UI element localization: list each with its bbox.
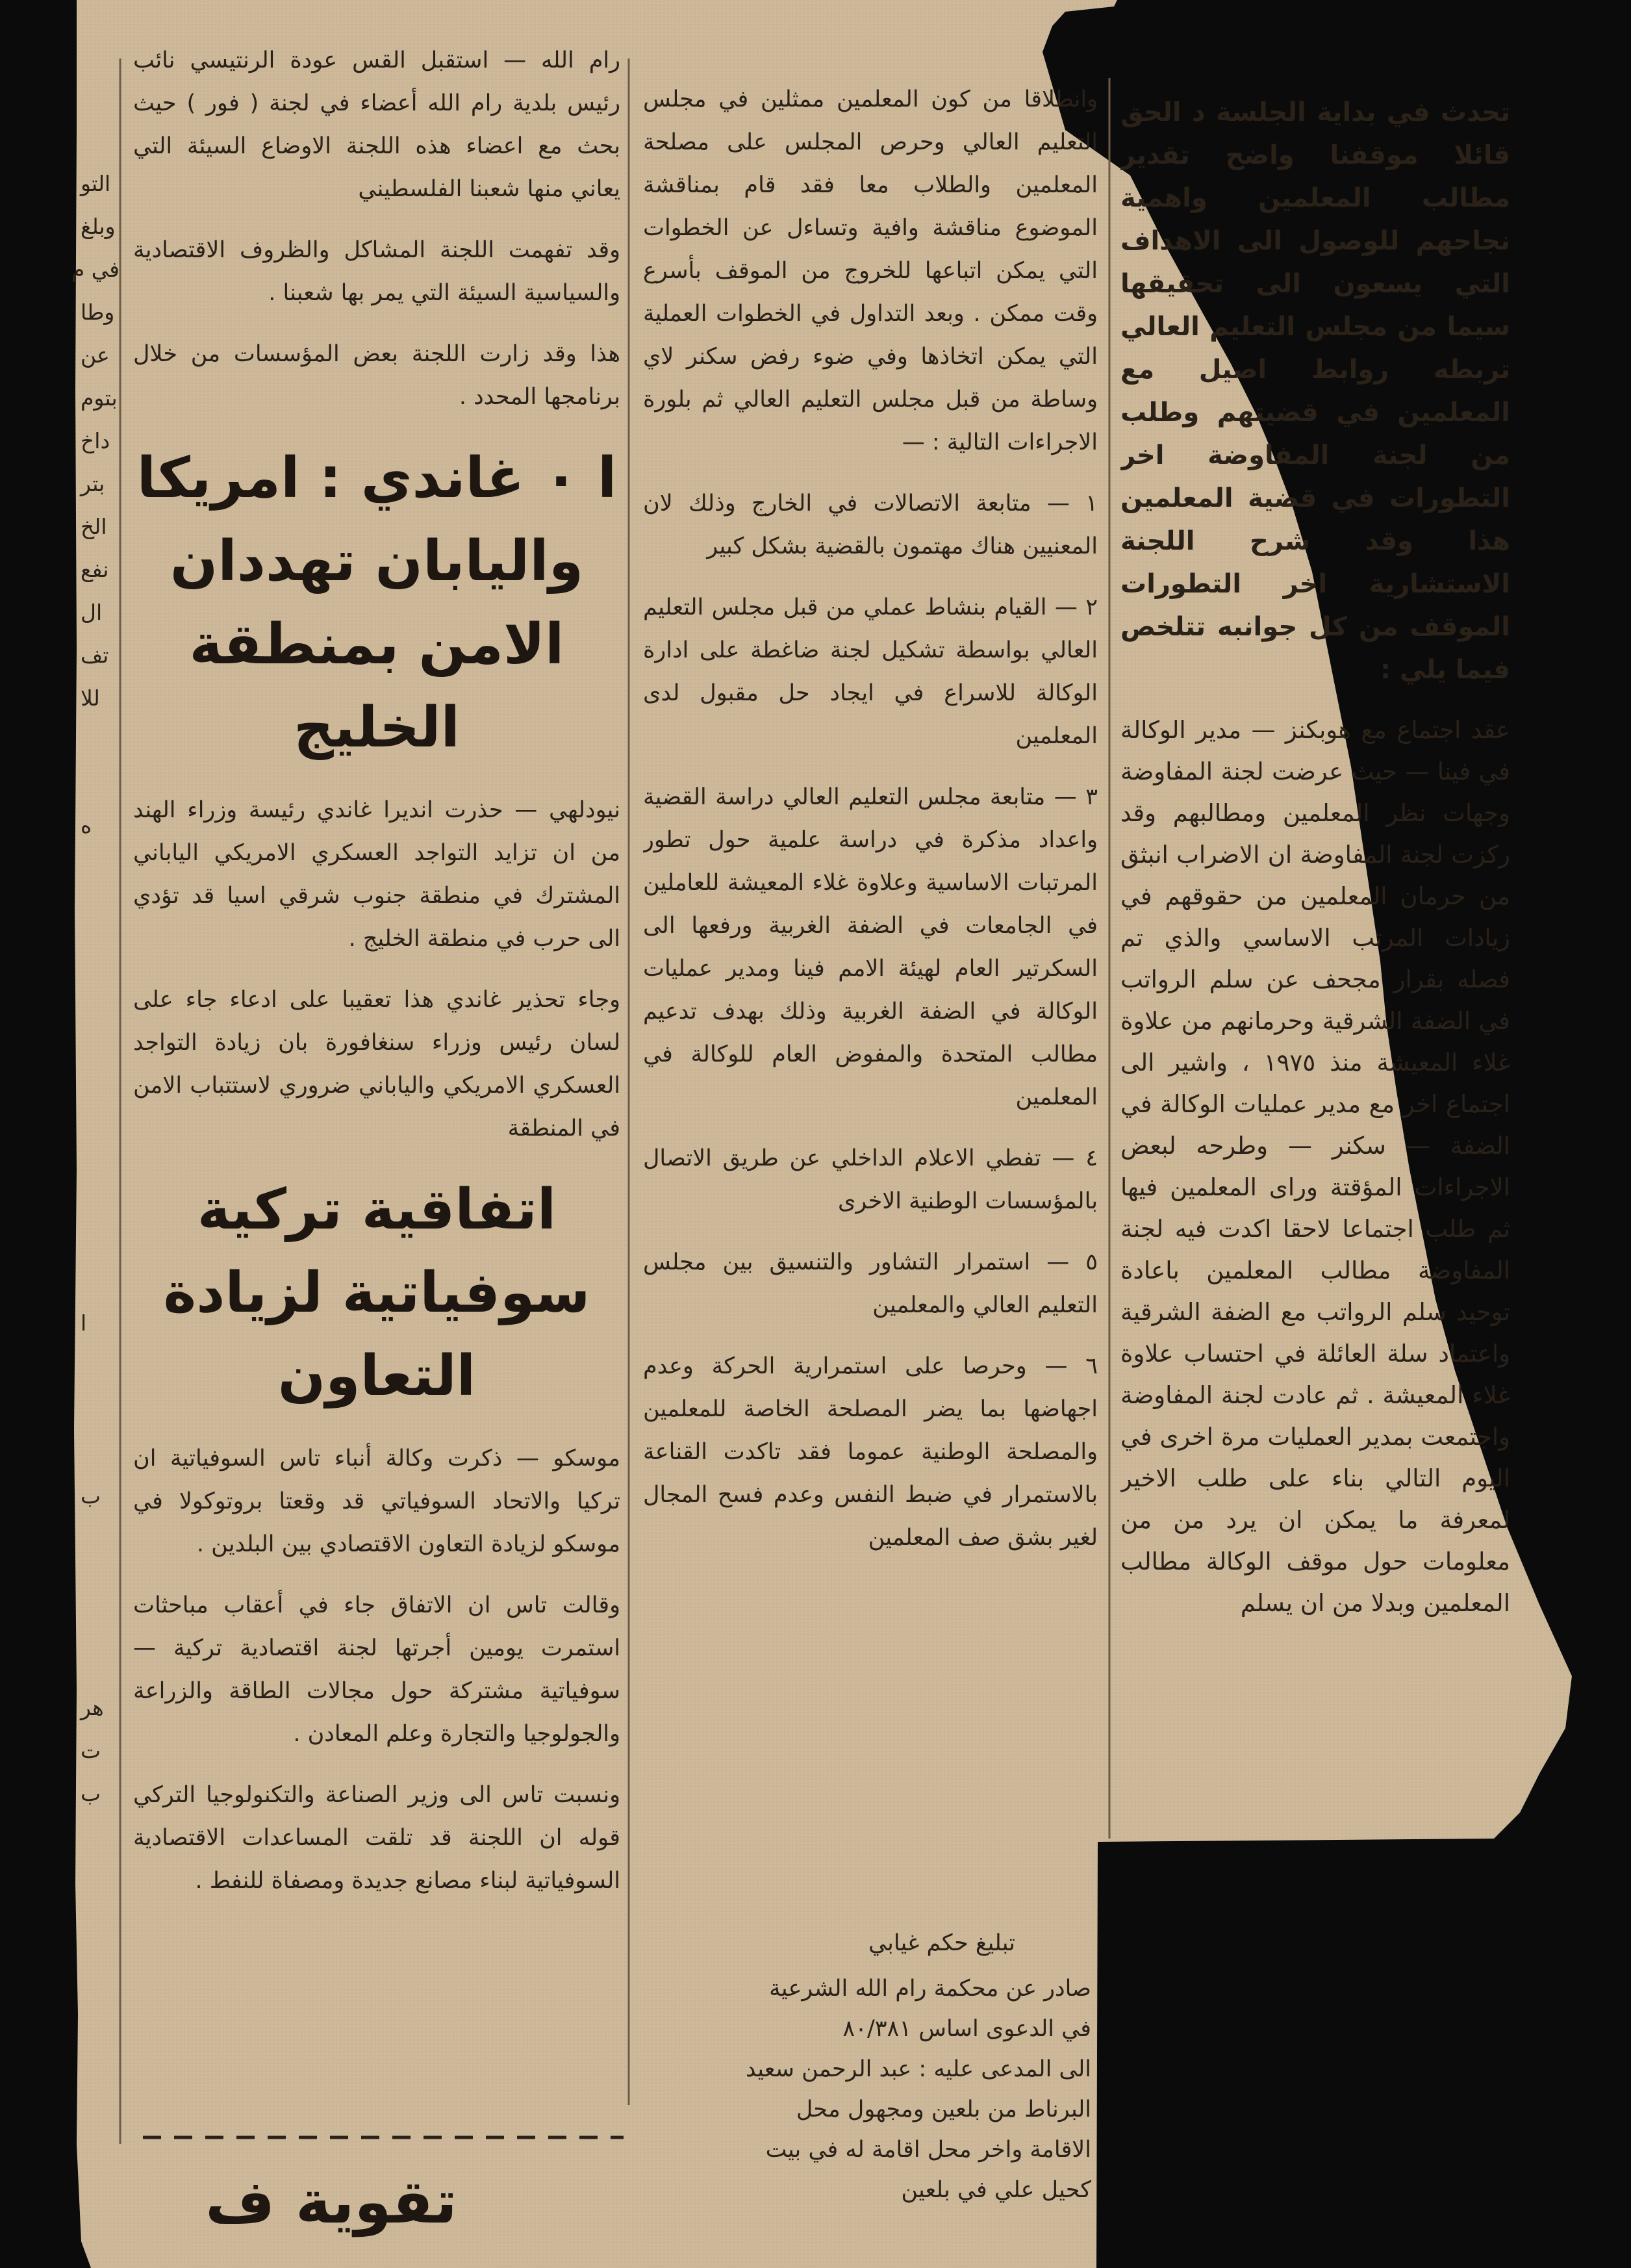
edge-line: ت: [81, 1738, 101, 1763]
headline-gandhi: ا ٠ غاندي : امريكا واليابان تهددان الامن بمنطقة الخليج: [136, 446, 617, 760]
bottom-partial-headline: تقوية ف: [205, 2167, 457, 2237]
article-paragraph: وقالت تاس ان الاتفاق جاء في أعقاب مباحثات استمرت يومين أجرتها لجنة اقتصادية تركية — سوفياتية مشتركة حول مجالات الطاقة والزراعة والجولوجيا والتجارة وعلم المعادن .: [133, 1592, 620, 1747]
edge-line: وطا: [81, 299, 115, 325]
notice-line: البرناط من بلعين ومجهول محل: [796, 2096, 1091, 2122]
article-paragraph: هذا وقد زارت اللجنة بعض المؤسسات من خلال برنامجها المحدد .: [133, 341, 620, 410]
column-middle: [643, 78, 1098, 1871]
article-paragraph: موسكو — ذكرت وكالة أنباء تاس السوفياتية ان تركيا والاتحاد السوفياتي قد وقعتا بروتوكولا في موسكو لزيادة التعاون الاقتصادي بين البلدين .: [133, 1446, 620, 1557]
edge-line: تف: [81, 643, 109, 668]
legal-notice: [714, 1923, 1091, 2210]
notice-line: كحيل علي في بلعين: [901, 2177, 1091, 2203]
article-paragraph: عقد اجتماع مع هوبكنز — مدير الوكالة في فينا — حيث عرضت لجنة المفاوضة وجهات نظر المعلمين ومطالبهم وقد ركزت لجنة المفاوضة ان الاضراب انبثق من حرمان المعلمين من حقوقهم في زيادات المرتب الاساسي والذي تم فصله بقرار مجحف عن سلم الرواتب في الضفة الشرقية وحرمانهم من علاوة غلاء المعيشة منذ ١٩٧٥ ، واشير الى اجتماع اخر مع مدير عمليات الوكالة في الضفة — سكنر — وطرحه لبعض الاجراءات المؤقتة وراى المعلمين فيها ثم طلب اجتماعا لاحقا اكدت فيه لجنة المفاوضة مطالب المعلمين باعادة توحيد سلم الرواتب مع الضفة الشرقية واعتماد سلة العائلة في احتساب علاوة غلاء المعيشة . ثم عادت لجنة المفاوضة واجتمعت بمدير العمليات مرة اخرى في اليوم التالي بناء على طلب الاخير لمعرفة ما يمكن ان يرد من من معلومات حول موقف الوكالة مطالب المعلمين وبدلا من ان يسلم: [1120, 716, 1510, 1617]
edge-line: ه: [81, 813, 92, 838]
edge-line: الخ: [81, 514, 107, 539]
notice-line: الاقامة واخر محل اقامة له في بيت: [765, 2137, 1091, 2163]
article-paragraph: وقد تفهمت اللجنة المشاكل والظروف الاقتصادية والسياسية السيئة التي يمر بها شعبنا .: [133, 237, 620, 306]
notice-line: صادر عن محكمة رام الله الشرعية: [769, 1976, 1091, 2002]
edge-line: بتر: [81, 471, 105, 496]
edge-line: داخ: [81, 428, 110, 453]
article-paragraph: نيودلهي — حذرت انديرا غاندي رئيسة وزراء الهند من ان تزايد التواجد العسكري الامريكي الياباني المشترك في منطقة جنوب شرقي اسيا قد تؤدي الى حرب في منطقة الخليج .: [133, 797, 620, 952]
column-left: [133, 39, 620, 2131]
edge-line: عن: [81, 342, 110, 368]
edge-line: وبلغ: [81, 214, 116, 239]
edge-line: ب: [81, 1483, 101, 1509]
headline-turkish-soviet: اتفاقية تركية سوفياتية لزيادة التعاون: [163, 1177, 590, 1408]
edge-line: ب: [81, 1781, 101, 1806]
edge-line: في م: [71, 257, 120, 282]
article-paragraph: وانطلاقا من كون المعلمين ممثلين في مجلس التعليم العالي وحرص المجلس على مصلحة المعلمين والطلاب معا فقد قام بمناقشة الموضوع مناقشة وافية وتساءل عن الخطوات التي يمكن اتباعها للخروج من الموقف بأسرع وقت ممكن . وبعد التداول في الخطوات العملية التي يمكن اتخاذها وفي ضوء رفض سكنر لاي وساطة من قبل مجلس التعليم العالي ثم بلورة الاجراءات التالية : —: [643, 86, 1098, 455]
left-edge-fragments: [71, 162, 120, 1815]
article-paragraph: ١ — متابعة الاتصالات في الخارج وذلك لان المعنيين هناك مهتمون بالقضية بشكل كبير: [643, 491, 1098, 559]
article-paragraph: ٥ — استمرار التشاور والتنسيق بين مجلس التعليم العالي والمعلمين: [643, 1249, 1098, 1318]
article-paragraph: ٦ — وحرصا على استمرارية الحركة وعدم اجهاضها بما يضر المصلحة الخاصة للمعلمين والمصلحة الوطنية عموما فقد تاكدت القناعة بالاستمرار في ضبط النفس وعدم فسح المجال لغير بشق صف المعلمين: [643, 1353, 1098, 1551]
article-paragraph: ٣ — متابعة مجلس التعليم العالي دراسة القضية واعداد مذكرة في دراسة علمية حول تطور المرتبات الاساسية وعلاوة غلاء المعيشة للعاملين في الجامعات في الضفة الغربية ورفعها الى السكرتير العام لهيئة الامم فينا ومدير عمليات الوكالة في الضفة الغربية وذلك بهدف تدعيم مطالب المتحدة والمفوض العام للوكالة في المعلمين: [643, 784, 1098, 1110]
column-right: [1120, 91, 1510, 1839]
article-paragraph: ٤ — تفطي الاعلام الداخلي عن طريق الاتصال بالمؤسسات الوطنية الاخرى: [643, 1145, 1098, 1214]
edge-line: للا: [81, 685, 100, 711]
notice-line: في الدعوى اساس ٨٠/٣٨١: [842, 2016, 1091, 2042]
article-paragraph: وجاء تحذير غاندي هذا تعقيبا على ادعاء جاء على لسان رئيس وزراء سنغافورة بان زيادة التواجد العسكري الامريكي والياباني ضروري لاستتباب الامن في المنطقة: [133, 987, 620, 1141]
edge-line: نفع: [81, 557, 109, 582]
article-paragraph: ٢ — القيام بنشاط عملي من قبل مجلس التعليم العالي بواسطة تشكيل لجنة ضاغطة على ادارة الوكالة للاسراع في ايجاد حل مقبول لدى المعلمين: [643, 594, 1098, 749]
edge-line: التو: [81, 171, 111, 196]
article-paragraph: رام الله — استقبل القس عودة الرنتيسي نائب رئيس بلدية رام الله أعضاء في لجنة ( فور ) حيث بحث مع اعضاء هذه اللجنة الاوضاع السيئة التي يعاني منها شعبنا الفلسطيني: [133, 47, 620, 202]
notice-title: تبليغ حكم غيابي: [868, 1930, 1016, 1956]
edge-line: بتوم: [81, 385, 118, 411]
article-paragraph: تحدث في بداية الجلسة د الحق قائلا موقفنا واضح تقدير مطالب المعلمين واهمية نجاحهم للوصول الى الاهداف التي يسعون الى تحقيقها سيما من مجلس التعليم العالي تربطه روابط اصيل مع المعلمين في قضيتهم وطلب من لجنة المفاوضة اخر التطورات في قضية المعلمين هذا وقد شرح اللجنة الاستشارية اخر التطورات الموقف من كل جوانبه تتلخص فيما يلي :: [1120, 97, 1510, 685]
notice-line: الى المدعى عليه : عبد الرحمن سعيد: [745, 2056, 1091, 2082]
edge-line: ا: [81, 1310, 87, 1336]
article-paragraph: ونسبت تاس الى وزير الصناعة والتكنولوجيا التركي قوله ان اللجنة قد تلقت المساعدات الاقتصادية السوفياتية لبناء مصانع جديدة ومصفاة للنفط .: [133, 1782, 620, 1894]
edge-line: هر: [81, 1695, 104, 1720]
edge-line: ال: [81, 600, 103, 625]
